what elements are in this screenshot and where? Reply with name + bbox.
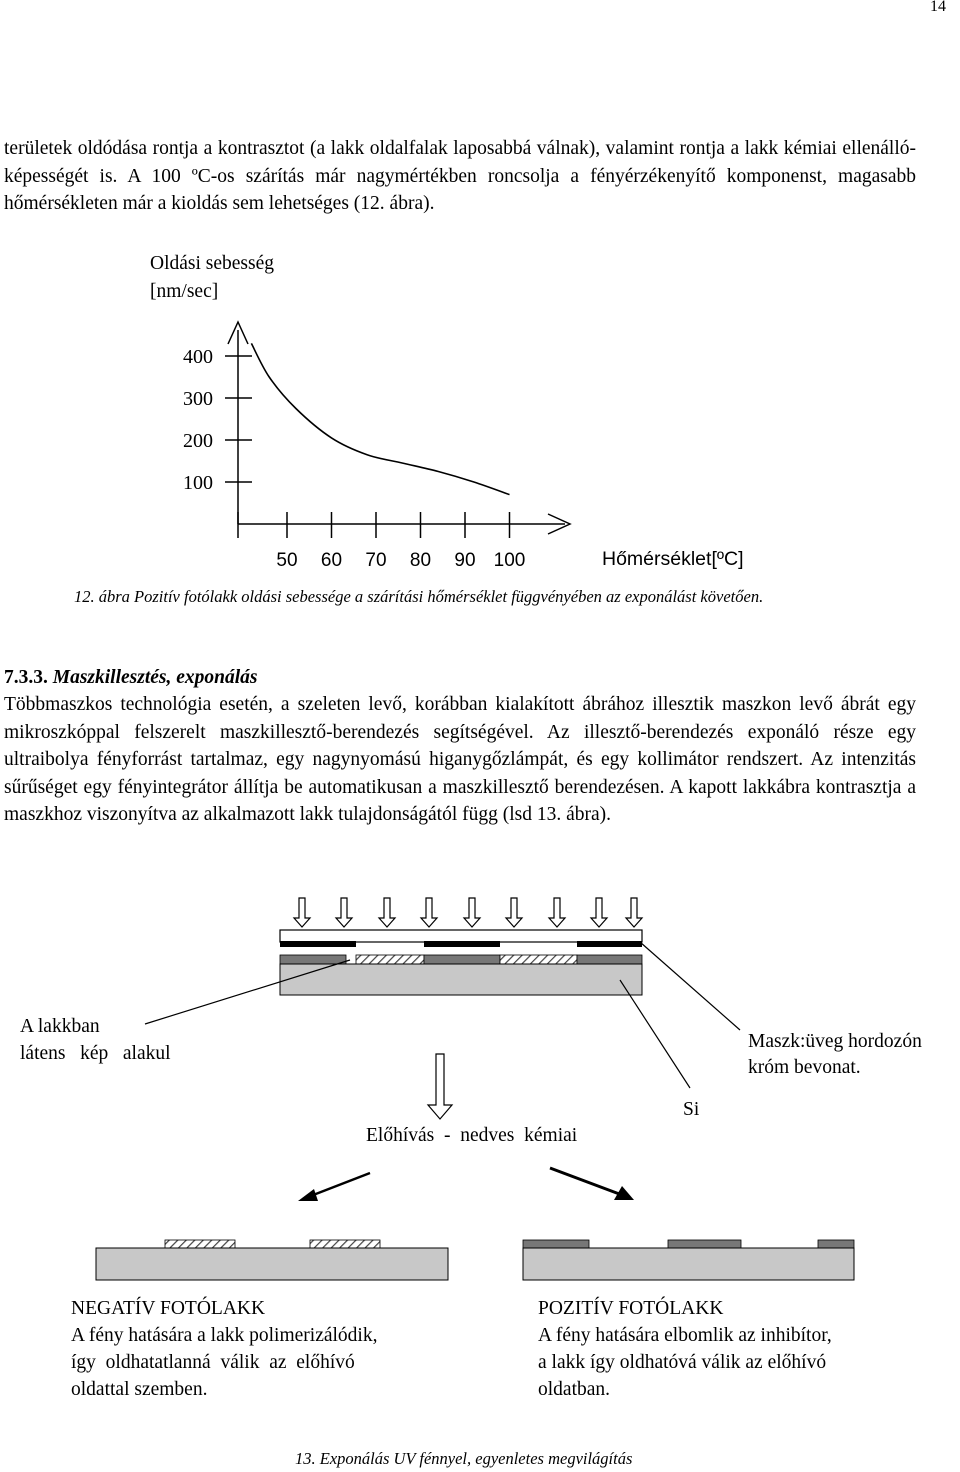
uv-arrows	[294, 898, 642, 927]
chrome-segment	[280, 941, 356, 947]
pointer-mask	[640, 942, 740, 1030]
pos-resist-feature	[668, 1240, 741, 1248]
uv-arrow	[379, 898, 395, 927]
mask-glass	[280, 930, 642, 942]
positive-line2: a lakk így oldhatóvá válik az előhívó	[538, 1352, 827, 1373]
uv-arrow	[421, 898, 437, 927]
neg-wafer	[96, 1248, 448, 1280]
chart-xlabel: Hőmérséklet[ºC]	[602, 548, 744, 570]
y-tick-label: 100	[183, 472, 213, 494]
uv-arrow	[506, 898, 522, 927]
develop-arrow	[428, 1054, 452, 1119]
neg-resist-feature	[310, 1240, 380, 1248]
chart-ylabel-line2: [nm/sec]	[150, 281, 219, 302]
x-tick-label: 100	[493, 550, 526, 571]
positive-line1: A fény hatására elbomlik az inhibítor,	[538, 1325, 832, 1346]
label-mask-line1: Maszk:üveg hordozón	[748, 1031, 922, 1052]
x-tick-label: 80	[409, 550, 432, 571]
section-title: Maszkillesztés, exponálás	[52, 667, 258, 688]
uv-arrow	[591, 898, 607, 927]
fig12-caption: 12. ábra Pozitív fotólakk oldási sebessége a szárítási hőmérséklet függvényében az exponálást követően.	[74, 587, 764, 606]
x-tick-label: 70	[365, 550, 387, 571]
uv-arrow	[336, 898, 352, 927]
x-tick-label: 50	[276, 550, 298, 571]
label-latent-line1: A lakkban	[20, 1016, 100, 1037]
y-tick-label: 200	[183, 430, 213, 452]
pos-wafer	[523, 1248, 854, 1280]
page-number: 14	[930, 0, 946, 15]
uv-arrow	[626, 898, 642, 927]
section-body: Többmaszkos technológia esetén, a szeleten levő, korábban kialakított ábrához illesztik maszkon levő ábrát egy mikroszkóppal felszerelt maszkillesztő-berendezés segítségével. Az illesztő-berendezés exponáló része egy ultraibolya fényforrást tartalmaz, egy nagynyomású higanygőzlámpát, és egy kollimátor rendszert. Az intenzitás sűrűséget egy fényintegrátor állítja be automatikusan a maszkillesztő berendezésen. A kapott lakkábra kontrasztja a maszkhoz viszonyítva az alkalmazott lakk tulajdonságától függ (lsd 13. ábra).	[4, 694, 916, 825]
label-latent-line2: látens kép alakul	[20, 1043, 171, 1064]
intro-paragraph: területek oldódása rontja a kontrasztot (a lakk oldalfalak laposabbá válnak), valamint rontja a lakk kémiai ellenálló-képességét is. A 100 ºC-os szárítás már nagymértékben roncsolja a fényérzékenyítő komponenst, magasabb hőmérsékleten már a kioldás sem lehetséges (12. ábra).	[4, 138, 916, 214]
x-tick-label: 90	[454, 550, 476, 571]
uv-arrow	[294, 898, 310, 927]
label-develop: Előhívás - nedves kémiai	[366, 1125, 578, 1146]
resist-exposed	[500, 955, 577, 964]
chart-ylabel-line1: Oldási sebesség	[150, 253, 275, 274]
pos-resist-feature	[523, 1240, 589, 1248]
positive-title: POZITÍV FOTÓLAKK	[538, 1298, 724, 1319]
negative-line1: A fény hatására a lakk polimerizálódik,	[71, 1325, 378, 1346]
positive-line3: oldatban.	[538, 1379, 611, 1400]
resist-unexposed	[280, 955, 346, 964]
pointer-si	[620, 980, 690, 1088]
branch-arrow-right	[550, 1168, 622, 1195]
resist-unexposed	[424, 955, 500, 964]
resist-unexposed	[577, 955, 642, 964]
label-mask-line2: króm bevonat.	[748, 1057, 861, 1078]
pos-resist-feature	[818, 1240, 854, 1248]
chrome-segment	[424, 941, 500, 947]
fig13-caption: 13. Exponálás UV fénnyel, egyenletes megvilágítás	[295, 1449, 633, 1468]
y-tick-label: 400	[183, 346, 213, 368]
uv-arrow	[549, 898, 565, 927]
label-si: Si	[683, 1099, 700, 1120]
resist-exposed	[356, 955, 424, 964]
chrome-segment	[577, 941, 642, 947]
negative-line3: oldattal szemben.	[71, 1379, 208, 1400]
section-number: 7.3.3.	[4, 667, 48, 688]
negative-line2: így oldhatatlanná válik az előhívó	[71, 1352, 355, 1373]
x-tick-label: 60	[320, 550, 343, 571]
y-tick-label: 300	[183, 388, 213, 410]
negative-title: NEGATÍV FOTÓLAKK	[71, 1298, 266, 1319]
silicon-wafer	[280, 964, 642, 995]
neg-resist-feature	[165, 1240, 235, 1248]
uv-arrow	[464, 898, 480, 927]
branch-arrow-left	[308, 1173, 370, 1197]
